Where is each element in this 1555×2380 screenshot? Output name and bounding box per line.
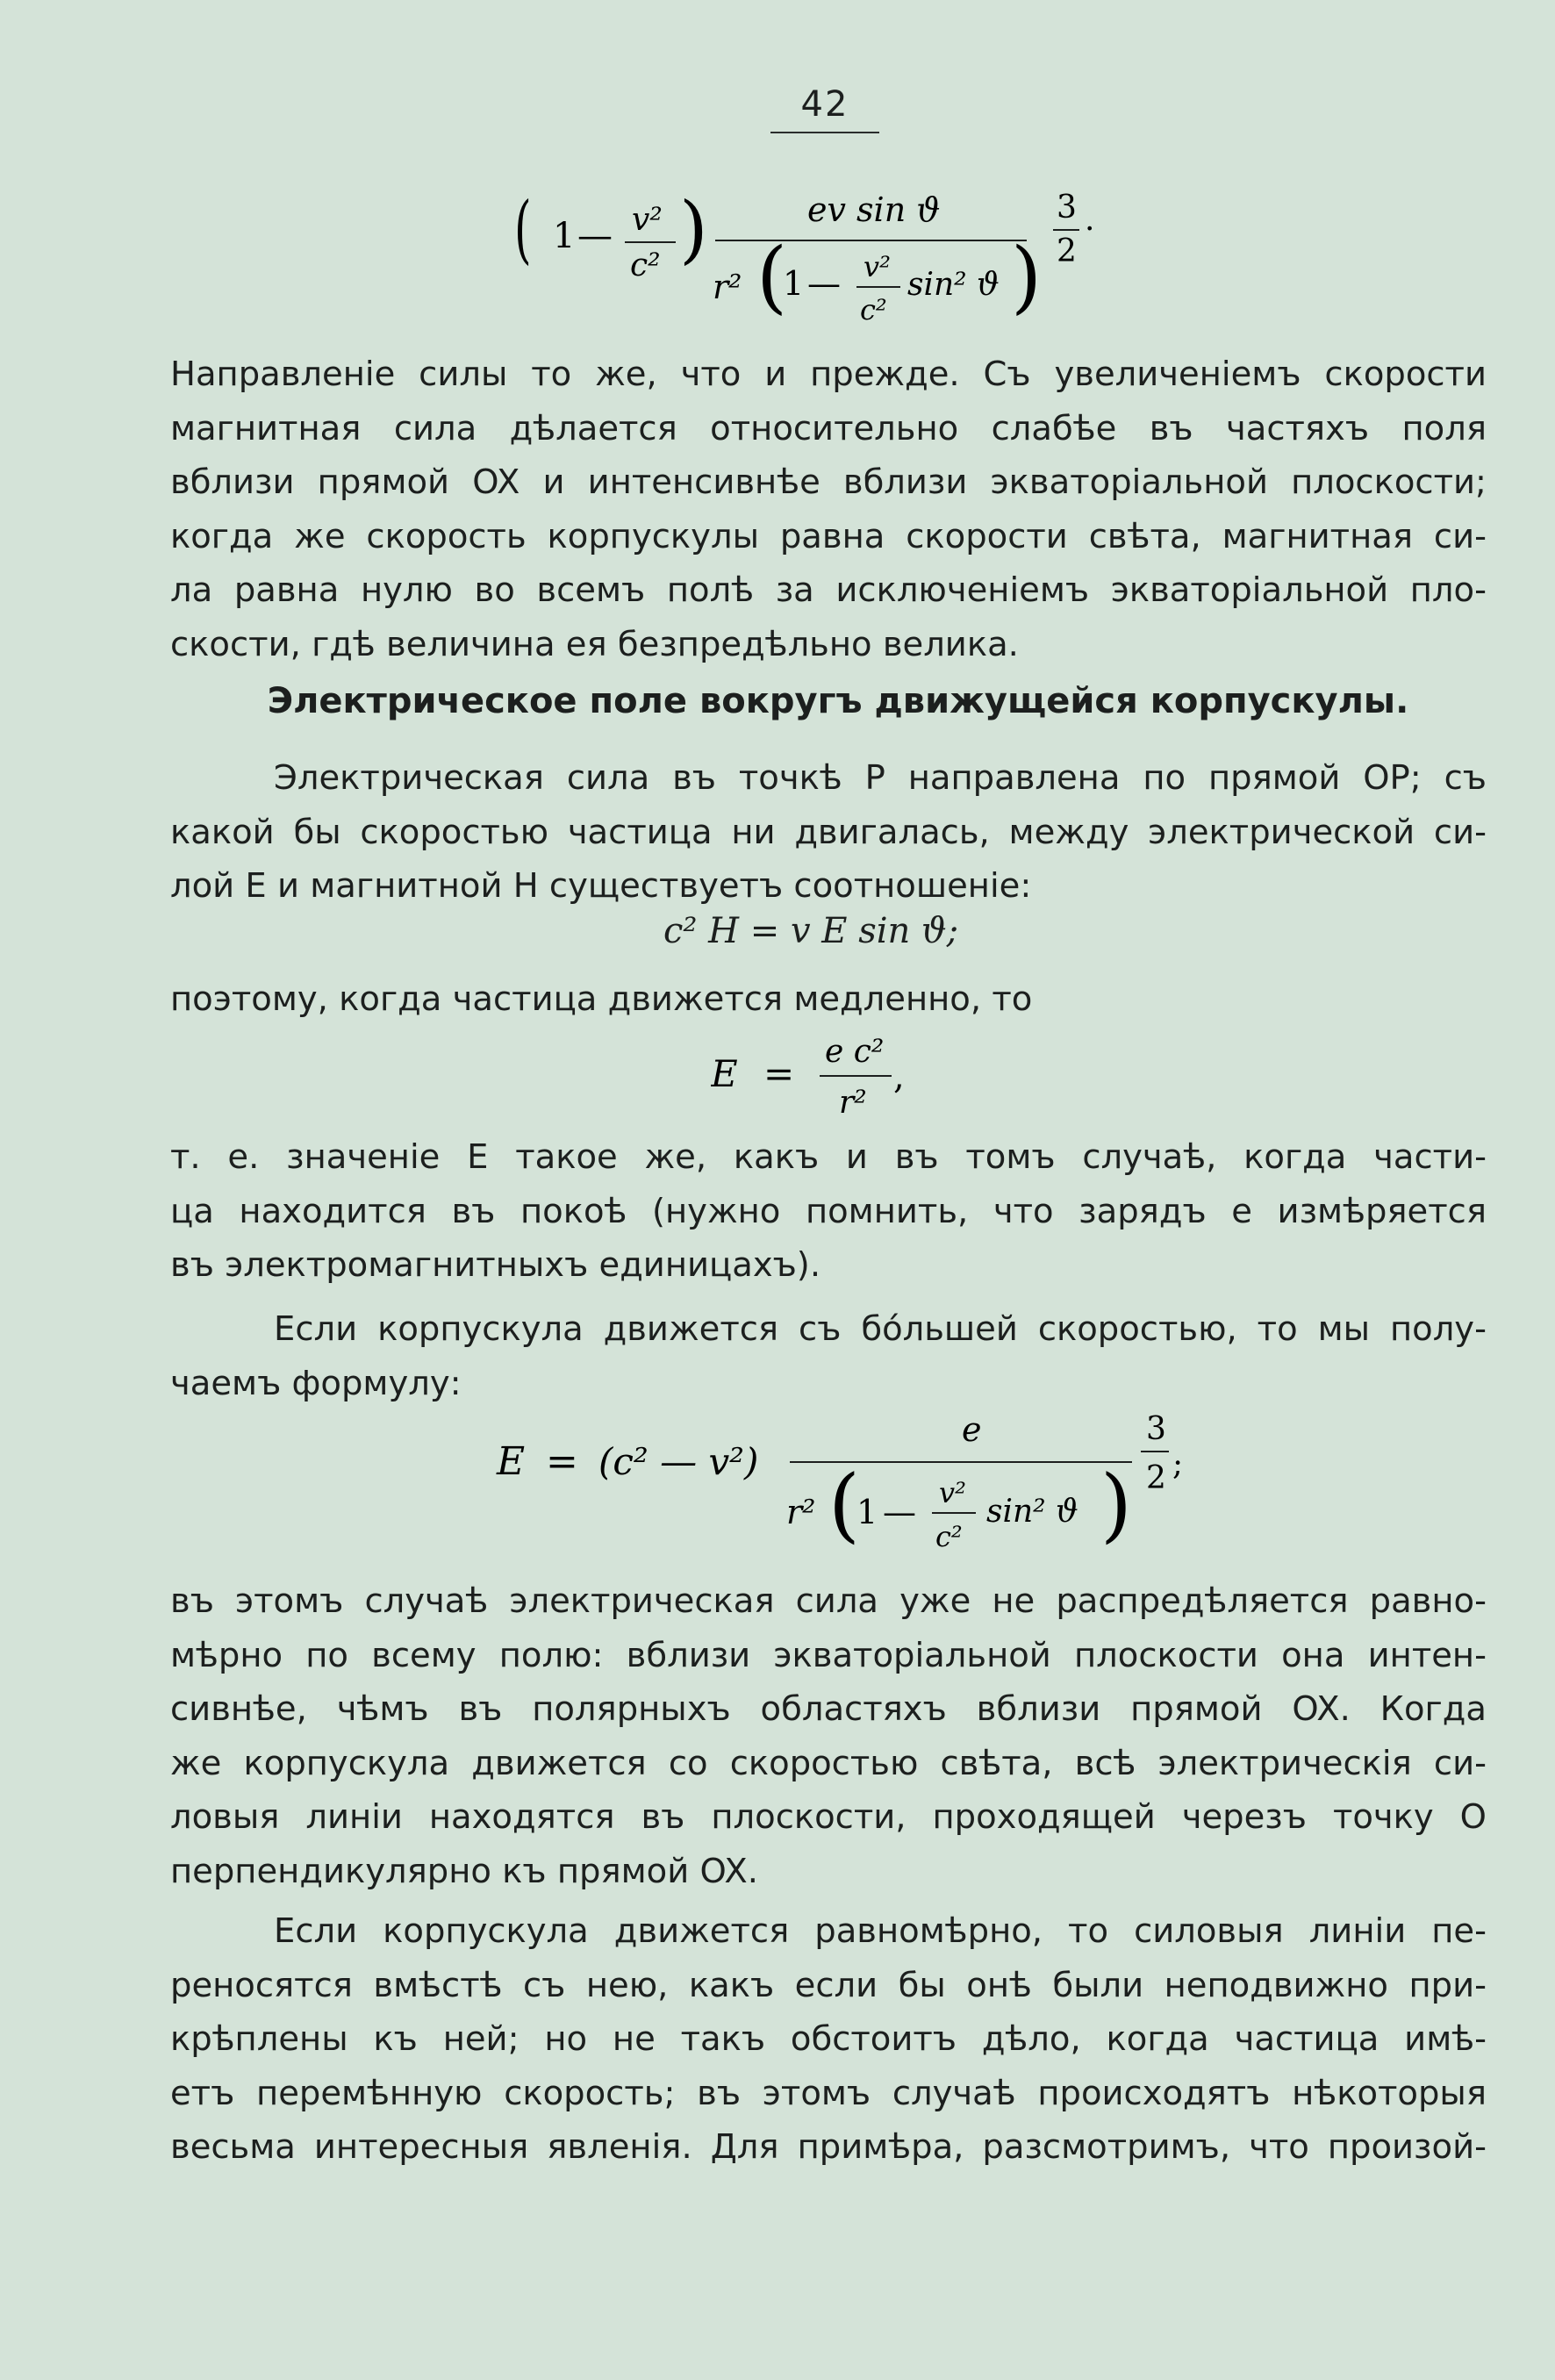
paragraph-7 — [170, 1904, 1487, 2175]
svg-text:v²: v² — [863, 250, 891, 283]
formula-ch-relation: c² H = v E sin ϑ; — [663, 911, 959, 951]
formula-magnetic-force — [509, 176, 1123, 351]
svg-text:E: E — [711, 1052, 738, 1095]
svg-text:v²: v² — [632, 202, 663, 238]
svg-text:(: ( — [756, 231, 788, 323]
text-line: Электрическая сила въ точкѣ P направлена по прямой OP; съ — [274, 758, 1487, 798]
svg-text:3: 3 — [1146, 1411, 1166, 1447]
svg-text:1: 1 — [856, 1493, 878, 1531]
svg-text:sin² ϑ: sin² ϑ — [907, 267, 1000, 303]
svg-text:—: — — [577, 216, 613, 256]
paragraph-1 — [170, 348, 1487, 671]
svg-text:ev sin ϑ: ev sin ϑ — [807, 190, 941, 229]
svg-text:.: . — [1085, 202, 1095, 238]
svg-text:=: = — [763, 1052, 795, 1095]
svg-text:E: E — [497, 1439, 526, 1484]
svg-text:e: e — [962, 1410, 982, 1449]
text-line: перпендикулярно къ прямой OX. — [170, 1851, 758, 1891]
text-line: чаемъ формулу: — [170, 1363, 462, 1403]
text-line: поэтому, когда частица движется медленно, то — [170, 979, 1033, 1019]
svg-text:c²: c² — [630, 247, 661, 283]
text-line: сивнѣе, чѣмъ въ полярныхъ областяхъ вблизи прямой OX. Когда — [170, 1689, 1487, 1729]
text-line: ца находится въ покоѣ (нужно помнить, что зарядъ e измѣряется — [170, 1191, 1487, 1231]
svg-text:r²: r² — [839, 1085, 867, 1121]
svg-text:): ) — [1100, 1458, 1132, 1552]
text-line: весьма интересныя явленія. Для примѣра, разсмотримъ, что произой- — [170, 2127, 1487, 2167]
text-line: крѣплены къ ней; но не такъ обстоитъ дѣло, когда частица имѣ- — [170, 2019, 1487, 2059]
paragraph-5 — [170, 1302, 1487, 1410]
text-line: Направленіе силы то же, что и прежде. Съ увеличеніемъ скорости — [170, 355, 1487, 394]
svg-text:1: 1 — [553, 216, 576, 256]
svg-text:2: 2 — [1057, 233, 1077, 269]
text-line: скости, гдѣ величина ея безпредѣльно велика. — [170, 624, 1019, 664]
paragraph-2 — [170, 751, 1487, 914]
svg-text:1: 1 — [783, 264, 805, 303]
svg-text:—: — — [883, 1493, 916, 1531]
text-line: мѣрно по всему полю: вблизи экваторіальной плоскости она интен- — [170, 1635, 1487, 1675]
text-line: въ электромагнитныхъ единицахъ). — [170, 1245, 821, 1285]
formula-fast-field — [491, 1404, 1193, 1580]
svg-text:(: ( — [514, 187, 532, 273]
text-line: реносятся вмѣстѣ съ нею, какъ если бы онѣ были неподвижно при- — [170, 1965, 1487, 2005]
text-line: вблизи прямой OX и интенсивнѣе вблизи экваторіальной плоскости; — [170, 462, 1487, 502]
svg-text:): ) — [679, 186, 708, 272]
svg-text:): ) — [1011, 231, 1043, 323]
svg-text:r²: r² — [786, 1493, 816, 1531]
svg-text:c²: c² — [860, 293, 887, 326]
text-line: ла равна нулю во всемъ полѣ за исключеніемъ экваторіальной пло- — [170, 570, 1487, 610]
svg-text:,: , — [893, 1057, 905, 1097]
paragraph-3 — [170, 972, 1487, 1027]
text-line: т. е. значеніе E такое же, какъ и въ томъ случаѣ, когда части- — [170, 1137, 1487, 1177]
svg-text:c²: c² — [935, 1520, 963, 1553]
text-line: когда же скорость корпускулы равна скорости свѣта, магнитная си- — [170, 516, 1487, 556]
page-number: 42 — [800, 84, 849, 125]
text-line: Если корпускула движется равномѣрно, то силовыя линіи пе- — [274, 1911, 1487, 1951]
paragraph-6 — [170, 1574, 1487, 1898]
paragraph-4 — [170, 1130, 1487, 1293]
svg-text:—: — — [807, 264, 841, 303]
section-heading: Электрическое поле вокругъ движущейся корпускулы. — [267, 681, 1409, 721]
text-line: же корпускула движется со скоростью свѣта, всѣ электрическія си- — [170, 1743, 1487, 1783]
formula-slow-field — [711, 1027, 939, 1123]
text-line: Если корпускула движется съ бо́льшей скоростью, то мы полу- — [274, 1309, 1487, 1349]
svg-text:(c² — v²): (c² — v²) — [598, 1440, 759, 1483]
text-line: етъ перемѣнную скорость; въ этомъ случаѣ происходятъ нѣкоторыя — [170, 2073, 1487, 2113]
svg-text:=: = — [546, 1439, 578, 1484]
text-line: какой бы скоростью частица ни двигалась, между электрической си- — [170, 812, 1487, 852]
svg-text:e c²: e c² — [825, 1034, 885, 1070]
text-line: ловыя линіи находятся въ плоскости, проходящей черезъ точку O — [170, 1797, 1487, 1837]
svg-text:;: ; — [1172, 1446, 1184, 1482]
svg-text:3: 3 — [1057, 190, 1077, 226]
svg-text:r²: r² — [713, 268, 742, 306]
text-line: магнитная сила дѣлается относительно слабѣе въ частяхъ поля — [170, 408, 1487, 448]
svg-text:2: 2 — [1146, 1460, 1166, 1496]
page-number-rule — [770, 132, 879, 133]
text-line: лой E и магнитной H существуетъ соотношеніе: — [170, 866, 1032, 906]
text-line: въ этомъ случаѣ электрическая сила уже не распредѣляется равно- — [170, 1581, 1487, 1621]
svg-text:sin² ϑ: sin² ϑ — [986, 1494, 1078, 1530]
svg-text:(: ( — [828, 1458, 860, 1552]
svg-text:v²: v² — [939, 1476, 966, 1509]
